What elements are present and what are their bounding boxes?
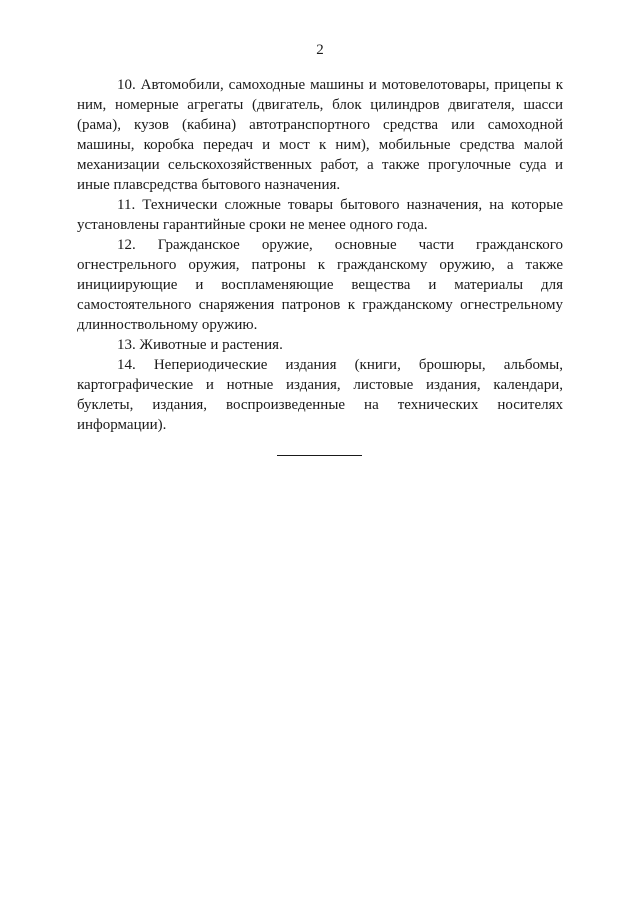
- page-number: 2: [316, 42, 324, 58]
- end-divider-line: [277, 455, 362, 456]
- list-item-14: 14. Непериодические издания (книги, брошюры, альбомы, картографические и нотные издания, листовые издания, календари, буклеты, издания, воспроизведенные на технических носителях информации).: [77, 357, 563, 433]
- document-body: [77, 75, 563, 435]
- list-item-13: 13. Животные и растения.: [117, 337, 283, 353]
- list-item-10: 10. Автомобили, самоходные машины и мотовелотовары, прицепы к ним, номерные агрегаты (двигатель, блок цилиндров двигателя, шасси (рама), кузов (кабина) автотранспортного средства или самоходной машины, коробка передач и мост к ним), мобильные средства малой механизации сельскохозяйственных работ, а также прогулочные суда и иные плавсредства бытового назначения.: [77, 77, 563, 193]
- list-item-11: 11. Технически сложные товары бытового назначения, на которые установлены гарантийные сроки не менее одного года.: [77, 197, 563, 233]
- list-item-12: 12. Гражданское оружие, основные части гражданского огнестрельного оружия, патроны к гражданскому оружию, а также инициирующие и воспламеняющие вещества и материалы для самостоятельного снаряжения патронов к гражданскому огнестрельному длинноствольному оружию.: [77, 237, 563, 333]
